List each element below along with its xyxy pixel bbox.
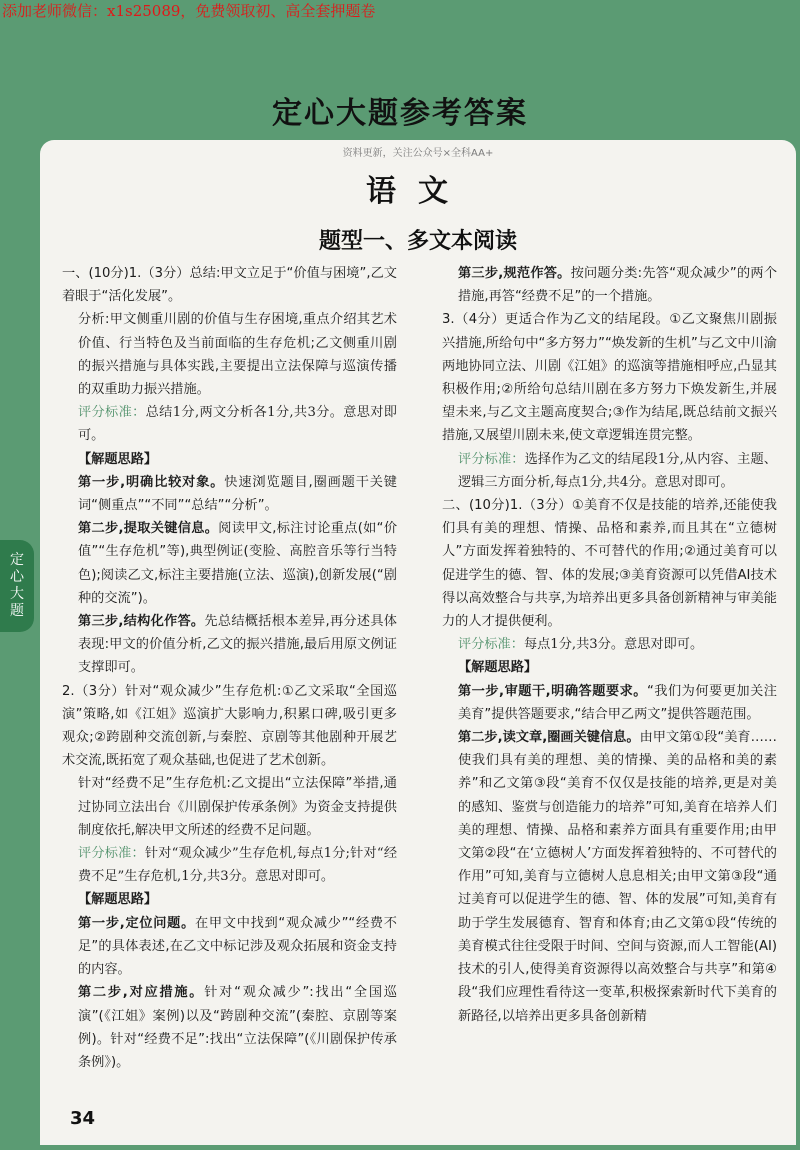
answer-paragraph (62, 888, 397, 911)
answer-paragraph (442, 494, 777, 633)
paragraph-label: 评分标准： (78, 405, 146, 421)
paragraph-text: 阅读甲文,标注讨论重点(如“价值”“生存危机”等),典型例证(变脸、高腔音乐等行当特色);阅读乙文,标注主要措施(立法、巡演),创新发展(“剧种的交流”)。 (78, 521, 398, 606)
paragraph-text: 针对“经费不足”生存危机:乙文提出“立法保障”举措,通过协同立法出台《川剧保护传承条例》为资金支持提供制度依托,解决甲文所述的经费不足问题。 (78, 776, 397, 838)
banner-title: 定心大题参考答案 (272, 96, 528, 131)
paragraph-label: 第一步,定位问题。 (78, 915, 195, 931)
paragraph-text: 按问题分类:先答“观众减少”的两个措施,再答“经费不足”的一个措施。 (458, 266, 778, 305)
answer-paragraph (62, 680, 397, 773)
answer-paragraph (442, 262, 777, 308)
answer-paragraph (62, 610, 397, 680)
paragraph-label: 第一步,审题干,明确答题要求。 (458, 683, 647, 699)
answer-paragraph (442, 656, 777, 679)
paragraph-label: 第二步,提取关键信息。 (78, 521, 219, 537)
paragraph-label: 第一步,明确比较对象。 (78, 474, 225, 490)
answer-paragraph (62, 772, 397, 842)
paragraph-text: 3.（4分）更适合作为乙文的结尾段。①乙文聚焦川剧振兴措施,所给句中“多方努力”“焕发新的生机”与乙文中川渝两地协同立法、川剧《江姐》的巡演等措施相呼应,凸显其积极作用;②所给句总结川剧在多方努力下焕发新生,并展望未来,与乙文主题高度契合;③作为结尾,既总结前文振兴措施,又展望川剧未来,使文章逻辑连贯完整。 (442, 312, 777, 444)
paragraph-text: 每点1分,共3分。意思对即可。 (523, 637, 704, 653)
side-tab-char: 题 (10, 603, 24, 619)
paragraph-label: 评分标准： (78, 846, 145, 862)
answer-paragraph (62, 308, 397, 401)
paragraph-text: 选择作为乙文的结尾段1分,从内容、主题、逻辑三方面分析,每点1分,共4分。意思对即可。 (458, 451, 777, 490)
answer-paragraph (62, 471, 397, 517)
watermark: 资料更新，关注公众号×全科AA+ (342, 148, 494, 159)
paragraph-text: 【解题思路】 (78, 451, 158, 467)
side-tab-char: 大 (10, 586, 24, 602)
subject-title: 语文 (366, 174, 470, 209)
paragraph-text: “我们为何要更加关注美育”提供答题要求,“结合甲乙两文”提供答题范围。 (458, 683, 777, 722)
question-type-title: 题型一、多文本阅读 (318, 229, 517, 254)
paper-sheet (40, 140, 796, 1145)
paragraph-text: 先总结概括根本差异,再分述具体表现:甲文的价值分析,乙文的振兴措施,最后用原文例证支撑即可。 (78, 614, 397, 676)
paragraph-text: 在甲文中找到“观众减少”“经费不足”的具体表述,在乙文中标记涉及观众拓展和资金支持的内容。 (78, 915, 397, 978)
paragraph-text: 总结1分,两文分析各1分,共3分。意思对即可。 (78, 405, 397, 444)
answer-paragraph (62, 981, 397, 1074)
answer-paragraph (62, 842, 397, 888)
answer-paragraph (442, 308, 777, 447)
paragraph-text: 由甲文第①段“美育……使我们具有美的理想、美的情操、美的品格和美的素养”和乙文第③段“美育不仅仅是技能的培养,更是对美的感知、鉴赏与创造能力的培养”可知,美育在培养人们美的理想、情操、品格和素养方面具有重要作用;由甲文第②段“在‘立德树人’方面发挥着独特的、不可替代的作用”可知,美育与立德树人息息相关;由甲文第③段“通过美育可以促进学生的德、智、体的发展”可知,美育有助于学生发展德育、智育和体育;由乙文第①段“传统的美育模式往往受限于时间、空间与资源,而人工智能(AI)技术的引人,使得美育资源得以高效整合与共享”和第④段“我们应理性看待这一变革,积极探索新时代下美育的新路径,以培养出更多具备创新精 (458, 730, 777, 1024)
paragraph-text: 【解题思路】 (78, 892, 158, 908)
answer-paragraph (62, 912, 397, 982)
paragraph-label: 评分标准： (458, 637, 524, 653)
paragraph-text: 快速浏览题目,圈画题干关键词“侧重点”“不同”“总结”“分析”。 (78, 474, 397, 514)
answer-paragraph (442, 448, 777, 494)
left-column (62, 262, 397, 1074)
paragraph-text: 2.（3分）针对“观众减少”生存危机:①乙文采取“全国巡演”策略,如《江姐》巡演扩大影响力,积累口碑,吸引更多观众;②跨剧种交流创新,与秦腔、京剧等其他剧种开展艺术交流,既拓宽了观众基础,也促进了艺术创新。 (62, 683, 397, 769)
answer-paragraph (62, 517, 397, 610)
top-note: 添加老师微信：x1s25089，免费领取初、高全套押题卷 (2, 2, 376, 20)
paragraph-text: 分析:甲文侧重川剧的价值与生存困境,重点介绍其艺术价值、行当特色及当前面临的生存危机;乙文侧重川剧的振兴措施与具体实践,主要提出立法保障与巡演传播的双重助力振兴措施。 (78, 312, 397, 398)
paragraph-text: 针对“观众减少”:找出“全国巡演”(《江姐》案例)以及“跨剧种交流”(秦腔、京剧等案例)。针对“经费不足”:找出“立法保障”(《川剧保护传承条例》)。 (78, 985, 397, 1070)
right-column (442, 262, 777, 1028)
answer-paragraph (62, 401, 397, 447)
side-tab-char: 定 (10, 552, 24, 568)
paragraph-text: 一、(10分)1.（3分）总结:甲文立足于“价值与困境”,乙文着眼于“活化发展”。 (62, 266, 397, 305)
answer-paragraph (62, 262, 397, 308)
paragraph-text: 二、(10分)1.（3分）①美育不仅是技能的培养,还能使我们具有美的理想、情操、品格和素养,而且其在“立德树人”方面发挥着独特的、不可替代的作用;②通过美育可以促进学生的德、智、体的发展;③美育资源可以凭借AI技术得以高效整合与共享,为培养出更多具备创新精神与审美能力的人才提供便利。 (442, 498, 777, 630)
paragraph-label: 第二步,读文章,圈画关键信息。 (458, 730, 640, 746)
answer-paragraph (442, 726, 777, 1028)
side-tab (0, 540, 34, 632)
paragraph-label: 第三步,规范作答。 (458, 266, 571, 281)
answer-paragraph (442, 680, 777, 726)
paragraph-label: 第二步,对应措施。 (78, 985, 205, 1001)
paragraph-text: 【解题思路】 (458, 660, 538, 676)
paragraph-label: 评分标准： (458, 451, 525, 467)
page-number: 34 (70, 1108, 96, 1129)
answer-paragraph (442, 633, 777, 656)
paragraph-text: 针对“观众减少”生存危机,每点1分;针对“经费不足”生存危机,1分,共3分。意思对即可。 (78, 846, 398, 885)
side-tab-char: 心 (10, 569, 24, 585)
paragraph-label: 第三步,结构化作答。 (78, 614, 205, 630)
answer-paragraph (62, 448, 397, 471)
